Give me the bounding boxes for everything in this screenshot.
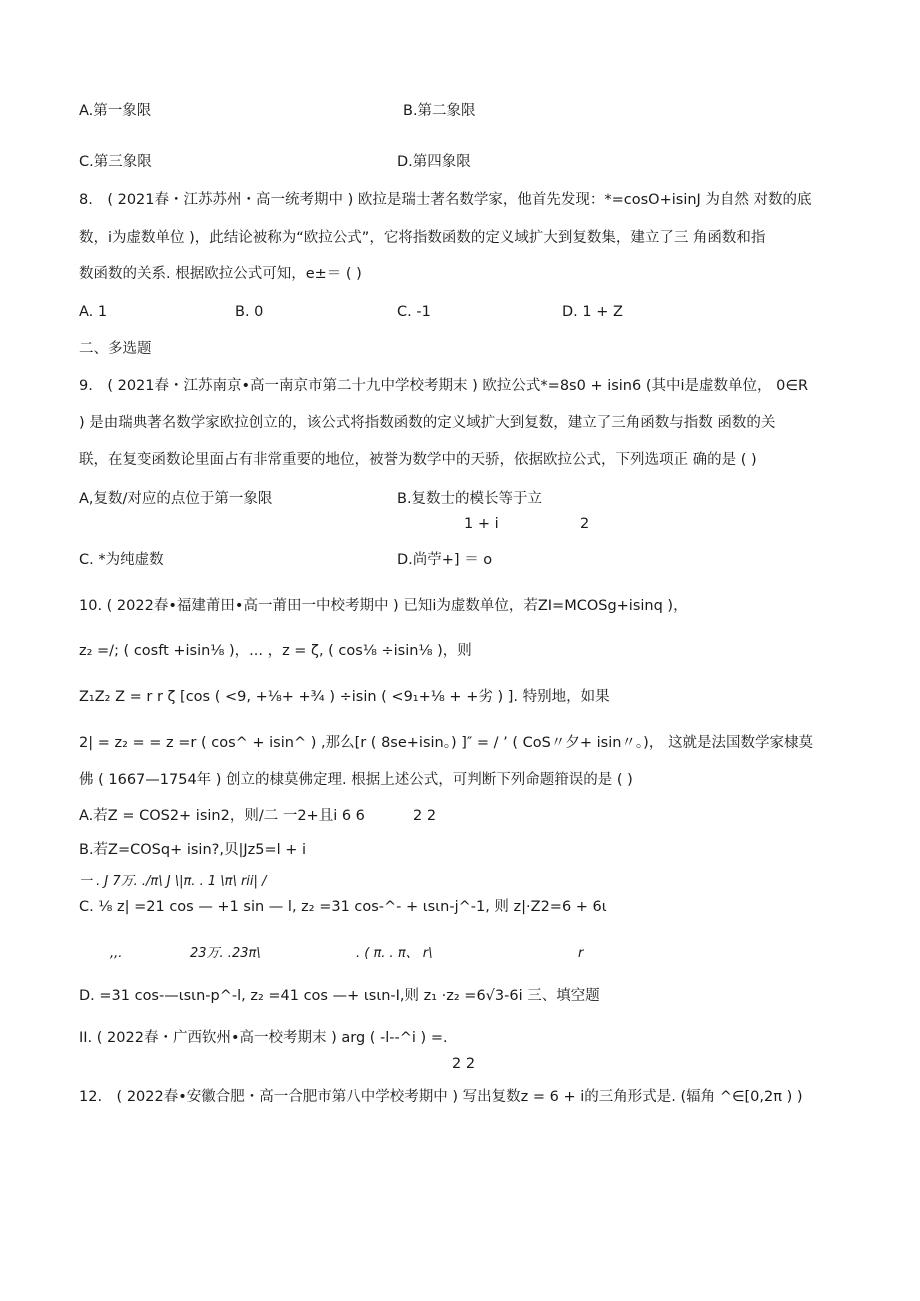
q9-option-a: A,复数/对应的点位于第一象限 — [79, 491, 273, 507]
q10-noise-line-2a: ,,. — [110, 946, 123, 961]
section-heading: 二、多选题 — [79, 341, 152, 357]
q9-fraction-numerator: 1 + i — [464, 516, 499, 532]
option-c: C.第三象限 — [79, 154, 152, 170]
q10-line-4: 2| = z₂ = = z =r ( cos^ + isin^ ) ,那么[r ( 8se+isin。) ]″ = / ’ ( CoS〃夕+ isin〃。)， 这就是法国数学家棣莫 — [79, 735, 813, 751]
option-d: D.第四象限 — [397, 154, 471, 170]
q9-line-1: 9. ( 2021春・江苏南京•高一南京市第二十九中学校考期末 ) 欧拉公式*=8s0 + isin6 (其中i是虚数单位， 0∈R — [79, 378, 809, 394]
q10-noise-line-2c: . ( π. . π、 r\ — [356, 946, 433, 961]
q12-line-1: 12. ( 2022春•安徽合肥・高一合肥市第八中学校考期中 ) 写出复数z = 6 + i的三角形式是. (辐角 ^∈[0,2π ) ) — [79, 1089, 803, 1105]
option-a: A.第一象限 — [79, 103, 152, 119]
option-b: B.第二象限 — [403, 103, 476, 119]
q11-line-1: II. ( 2022春・广西钦州•高一校考期末 ) arg ( -l--^i ) =. — [79, 1030, 448, 1046]
q10-option-d: D. =31 cos-—ιsιn-p^-l, z₂ =41 cos —+ ιsιn-I,则 z₁ ·z₂ =6√3-6i 三、填空题 — [79, 988, 600, 1004]
q10-noise-line-2d: r — [578, 946, 584, 961]
q8-line-3: 数函数的关系. 根据欧拉公式可知，e±＝ ( ) — [79, 266, 362, 282]
q9-line-2: ) 是由瑞典著名数学家欧拉创立的，该公式将指数函数的定义域扩大到复数，建立了三角函数与指数 函数的关 — [79, 415, 776, 431]
q9-option-b: B.复数士的模长等于立 — [397, 491, 543, 507]
q9-option-d: D.尚苧+] ＝ o — [397, 552, 493, 568]
q10-option-a-tail: 2 2 — [413, 808, 437, 824]
q11-fraction-tail: 2 2 — [452, 1056, 476, 1072]
q10-option-a: A.若Z = COS2+ isin2，则/二 一2+且i 6 6 — [79, 808, 365, 824]
q8-option-c: C. -1 — [397, 304, 431, 320]
q10-noise-line-1: 一 . J 7万. ./π\ J \|π. . 1 \π\ rii| / — [79, 874, 267, 889]
q10-noise-line-2b: 23万. .23π\ — [190, 946, 261, 961]
q10-line-5: 佛 ( 1667—1754年 ) 创立的棣莫佛定理. 根据上述公式，可判断下列命题箝误的是 ( ) — [79, 772, 633, 788]
q10-line-2: z₂ =/; ( cosft +isin⅛ )，... ，z = ζ, ( cos⅛ ÷isin⅛ )，则 — [79, 643, 472, 659]
q10-option-c: C. ⅛ z| =21 cos — +1 sin — l, z₂ =31 cos-^- + ιsιn-j^-1, 则 z|·Z2=6 + 6ι — [79, 899, 607, 915]
q10-line-3: Z₁Z₂ Z = r r ζ [cos ( <9, +⅛+ +¾ ) ÷isin ( <9₁+⅛ + +劣 ) ]. 特别地，如果 — [79, 689, 610, 705]
q9-line-3: 联，在复变函数论里面占有非常重要的地位，被誉为数学中的天骄，依据欧拉公式，下列选项正 确的是 ( ) — [79, 452, 757, 468]
q8-option-a: A. 1 — [79, 304, 108, 320]
q9-fraction-denominator: 2 — [580, 516, 590, 532]
q10-option-b: B.若Z=COSq+ isin?,贝|Jz5=l + i — [79, 842, 307, 858]
q8-option-b: B. 0 — [235, 304, 264, 320]
q8-option-d: D. 1 + Z — [562, 304, 623, 320]
q10-line-1: 10. ( 2022春•福建莆田•高一莆田一中校考期中 ) 已知i为虚数单位，若ZI=MCOSg+isinq )， — [79, 598, 688, 614]
q8-line-2: 数，i为虚数单位 )，此结论被称为“欧拉公式”，它将指数函数的定义域扩大到复数集，建立了三 角函数和指 — [79, 230, 766, 246]
q9-option-c: C. *为纯虚数 — [79, 552, 164, 568]
q8-line-1: 8. ( 2021春・江苏苏州・高一统考期中 ) 欧拉是瑞士著名数学家，他首先发现：*=cosO+isinJ 为自然 对数的底 — [79, 192, 812, 208]
